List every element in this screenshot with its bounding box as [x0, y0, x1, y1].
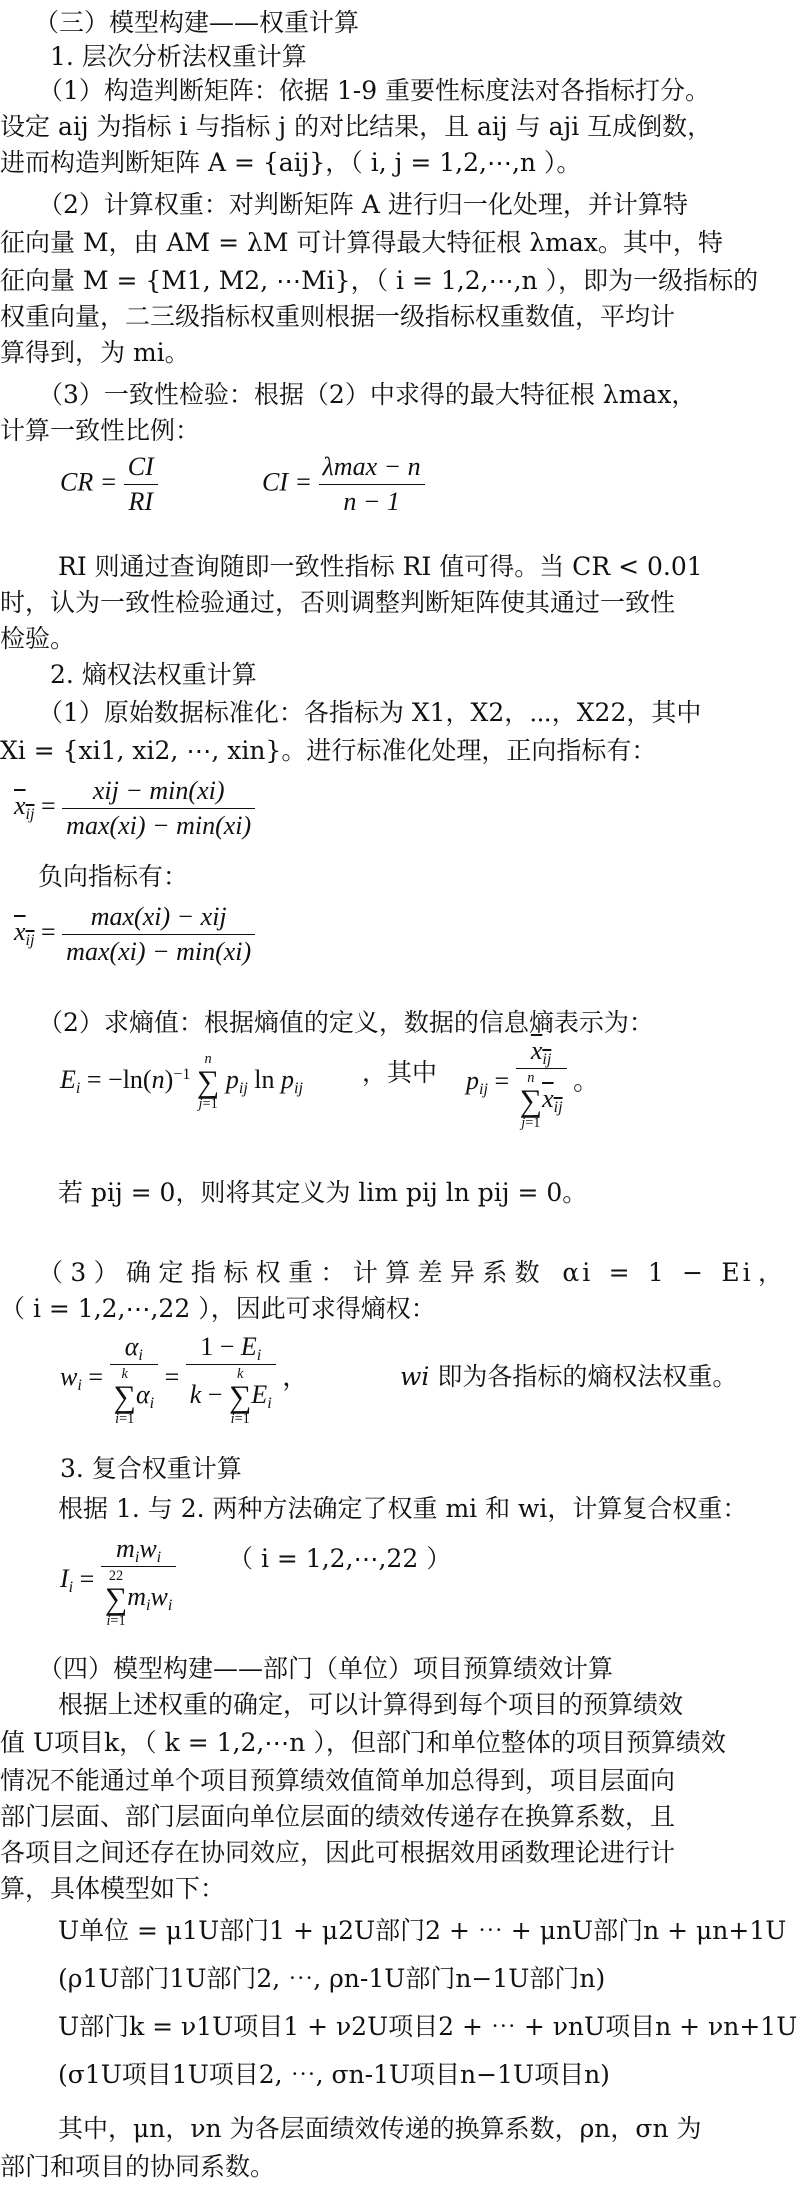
section-heading: （四）模型构建——部门（单位）项目预算绩效计算: [38, 1654, 614, 1683]
cr-lhs: CR =: [60, 467, 118, 497]
paragraph-line: 若 pij = 0，则将其定义为 lim pij ln pij = 0。: [58, 1178, 588, 1207]
paragraph-line: 情况不能通过单个项目预算绩效值简单加总得到，项目层面向: [0, 1766, 676, 1795]
subsection-heading: 3. 复合权重计算: [60, 1454, 242, 1483]
cr-formula: [60, 452, 158, 517]
paragraph-line: 算得到，为 mi。: [0, 338, 190, 367]
paragraph-line: （1）构造判断矩阵：依据 1-9 重要性标度法对各指标打分。: [38, 76, 711, 105]
positive-indicator-formula: $x_{ij}$ = $\frac{\text{xij − min(xi)}}{\max(xi) - \min(xi)}$: [14, 776, 255, 841]
paragraph-line: 算，具体模型如下：: [0, 1874, 226, 1903]
paragraph-fragment: [400, 1360, 800, 1394]
paragraph-line: 时，认为一致性检验通过，否则调整判断矩阵使其通过一致性: [0, 588, 676, 617]
paragraph-line: Xi = {xi1, xi2, ⋯, xin}。进行标准化处理，正向指标有：: [0, 736, 657, 765]
ci-lhs: CI =: [262, 467, 313, 497]
paragraph-line: （ i = 1,2,⋯,22 ），因此可求得熵权：: [0, 1294, 436, 1323]
paragraph-line: 部门和项目的协同系数。: [0, 2152, 276, 2181]
paragraph-line: 各项目之间还存在协同效应，因此可根据效用函数理论进行计: [0, 1838, 676, 1867]
ci-denominator: n − 1: [343, 487, 400, 516]
paragraph-line: （3）一致性检验：根据（2）中求得的最大特征根 λmax，: [38, 380, 697, 409]
negative-denominator: max(xi) − min(xi): [66, 937, 252, 966]
paragraph-line: 检验。: [0, 624, 76, 653]
model-formula-department-synergy: (σ1U项目1U项目2, ⋯, σn-1U项目n−1U项目n): [58, 2060, 610, 2089]
pij-fraction: $x_{ij}$ n ∑ $j=1x_{ij}$: [516, 1036, 567, 1131]
paragraph-line: 权重向量，二三级指标权重则根据一级指标权重数值，平均计: [0, 302, 676, 331]
paragraph-line: RI 则通过查询随即一致性指标 RI 值可得。当 CR < 0.01: [58, 552, 703, 581]
negative-numerator: max(xi) − xij: [90, 902, 227, 931]
paragraph-line: 计算一致性比例：: [0, 416, 201, 445]
paragraph-line: 根据 1. 与 2. 两种方法确定了权重 mi 和 wi，计算复合权重：: [58, 1494, 748, 1523]
paragraph-line: （2）计算权重：对判断矩阵 A 进行归一化处理，并计算特: [38, 190, 688, 219]
positive-denominator: max(xi) − min(xi): [66, 811, 252, 840]
paragraph-line: （3）确定指标权重：计算差异系数 αi = 1 − Ei，: [38, 1258, 786, 1287]
negative-fraction: [62, 902, 255, 967]
negative-indicator-formula: $x_{ij}$ = $\frac{\text{max(xi) − xij}}{\max(xi) - \min(xi)}$: [14, 902, 255, 967]
cr-fraction: [124, 452, 158, 517]
paragraph-line: （2）求熵值：根据熵值的定义，数据的信息熵表示为：: [38, 1008, 654, 1037]
entropy-formula: $E_i = -\ln(n)^{-1}$ n ∑ j=1 $p_{ij}$ $\ln p_{ij}$: [60, 1051, 303, 1112]
paragraph-line: （1）原始数据标准化：各指标为 X1，X2，⋯，X22，其中: [38, 698, 702, 727]
paragraph-line: 征向量 M，由 AM = λM 可计算得最大特征根 λmax。其中，特: [0, 228, 723, 257]
model-formula-unit: U单位 = μ1U部门1 + μ2U部门2 + ⋯ + μnU部门n + μn+1U: [58, 1916, 787, 1945]
positive-fraction: [62, 776, 255, 841]
subsection-heading: 2. 熵权法权重计算: [50, 660, 257, 689]
section-heading: （三）模型构建——权重计算: [34, 8, 360, 37]
paragraph-fragment: ，其中: [362, 1058, 438, 1087]
pij-formula: $p_{ij}$ = $x_{ij}$ n ∑ $j=1x_{ij}$ 。: [466, 1036, 600, 1131]
model-formula-unit-synergy: (ρ1U部门1U部门2, ⋯, ρn-1U部门n−1U部门n): [58, 1964, 606, 1993]
model-formula-department: U部门k = ν1U项目1 + ν2U项目2 + ⋯ + νnU项目n + νn+1U: [58, 2012, 798, 2041]
subsection-heading: 1. 层次分析法权重计算: [50, 42, 307, 71]
paragraph-line: 设定 aij 为指标 i 与指标 j 的对比结果，且 aij 与 aji 互成倒数，: [0, 112, 713, 141]
ci-formula: [262, 452, 425, 517]
composite-weight-formula: $I_i$ = $m_iw_i$ 22 ∑ $i=1m_iw_i$: [60, 1534, 176, 1629]
positive-numerator: xij − min(xi): [92, 776, 225, 805]
paragraph-line: 其中，μn，νn 为各层面绩效传递的换算系数，ρn，σn 为: [58, 2114, 702, 2143]
ci-fraction: [319, 452, 425, 517]
paragraph-line: 部门层面、部门层面向单位层面的绩效传递存在换算系数，且: [0, 1802, 676, 1831]
wi-symbol: wi: [400, 1362, 430, 1391]
paragraph-line: 根据上述权重的确定，可以计算得到每个项目的预算绩效: [58, 1690, 684, 1719]
entropy-weight-formula: $w_i$ = $\alpha_i$ k ∑ $i=1\alpha_i$ = $1 - E_i$ k − k ∑ $i=1E_i$ ，: [60, 1332, 309, 1427]
paragraph-fragment: （ i = 1,2,⋯,22 ）: [228, 1544, 452, 1573]
paragraph-line: 进而构造判断矩阵 A = {aij}，（ i, j = 1,2,⋯,n ）。: [0, 148, 582, 177]
entropy-weight-note: 即为各指标的熵权法权重。: [437, 1362, 738, 1391]
ci-numerator: λmax − n: [322, 452, 421, 481]
cr-denominator: RI: [128, 487, 154, 516]
cr-numerator: CI: [127, 452, 154, 481]
paragraph-line: 征向量 M = {M1, M2, ⋯Mi}，（ i = 1,2,⋯,n ），即为一级指标的: [0, 266, 759, 295]
paragraph-line: 负向指标有：: [38, 862, 189, 891]
paragraph-line: 值 U项目k，（ k = 1,2,⋯n ），但部门和单位整体的项目预算绩效: [0, 1728, 726, 1757]
